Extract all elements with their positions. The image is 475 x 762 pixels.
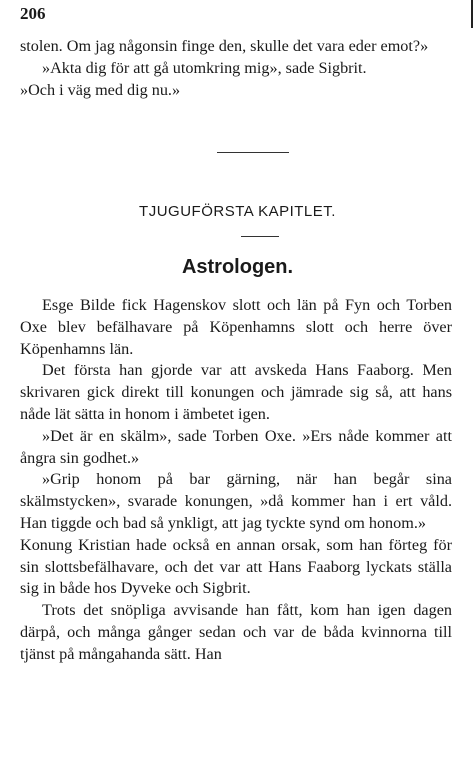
paragraph: »Det är en skälm», sade Torben Oxe. »Ers nåde kommer att ångra sin godhet.»	[20, 426, 452, 467]
heading-divider	[241, 236, 279, 237]
paragraph: Trots det snöpliga avvisande han fått, kom han igen dagen därpå, och många gånger sedan och var de båda kvinnorna till tjänst på mångahanda sätt. Han	[20, 601, 452, 663]
section-divider	[217, 152, 289, 153]
paragraph: »Och i väg med dig nu.»	[20, 80, 181, 99]
body-text-block	[20, 295, 452, 666]
page-edge-mark	[471, 0, 473, 28]
top-text-block	[20, 36, 452, 101]
chapter-heading: TJUGUFÖRSTA KAPITLET.	[139, 203, 336, 220]
paragraph: »Akta dig för att gå utomkring mig», sade Sigbrit.	[42, 58, 367, 77]
paragraph: »Grip honom på bar gärning, när han begår sina skälmstycken», svarade konungen, »då kommer han i ert våld. Han tiggde och bad så ynkligt, att jag tyckte synd om honom.»	[20, 470, 452, 532]
paragraph: stolen. Om jag någonsin finge den, skulle det vara eder emot?»	[20, 37, 429, 55]
chapter-title: Astrologen.	[181, 256, 294, 278]
paragraph: Det första han gjorde var att avskeda Hans Faaborg. Men skrivaren gick direkt till konungen och jämrade sig så, att hans nåde lät sätta in honom i ämbetet igen.	[20, 361, 452, 423]
paragraph: Konung Kristian hade också en annan orsak, som han förteg för sin slottsbefälhavare, och det var att Hans Faaborg lyckats ställa sig in både hos Dyveke och Sigbrit.	[20, 535, 452, 598]
paragraph: Esge Bilde fick Hagenskov slott och län på Fyn och Torben Oxe blev befälhavare på Köpenhamns slott och herre över Köpenhamns län.	[20, 296, 452, 358]
page-number: 206	[20, 4, 46, 23]
